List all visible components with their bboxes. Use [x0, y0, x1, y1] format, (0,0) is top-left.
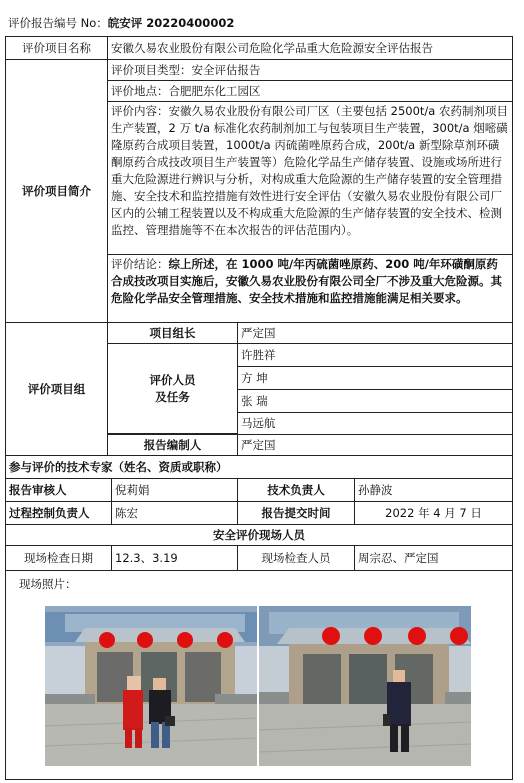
member-3: 张 瑞	[237, 389, 513, 413]
summary-label: 评价项目简介	[5, 59, 108, 323]
summary-type: 评价项目类型：安全评估报告	[107, 59, 513, 81]
member-1: 许胜祥	[237, 343, 513, 367]
process-control-label: 过程控制负责人	[5, 501, 112, 525]
member-2: 方 坤	[237, 366, 513, 390]
site-section-title: 安全评价现场人员	[5, 524, 513, 546]
tech-lead-label: 技术负责人	[237, 478, 355, 502]
summary-location: 评价地点：合肥肥东化工园区	[107, 80, 513, 102]
site-photo-1-image	[45, 606, 257, 766]
site-photo-2-image	[259, 606, 471, 766]
reviewer-name: 倪莉娟	[111, 478, 238, 502]
tech-lead-name: 孙静波	[354, 478, 513, 502]
editor-name: 严定国	[237, 434, 513, 456]
reviewer-label: 报告审核人	[5, 478, 112, 502]
report-number-row	[5, 14, 520, 36]
site-date-value: 12.3、3.19	[111, 545, 238, 571]
submit-date-label: 报告提交时间	[237, 501, 355, 525]
report-number-value: 皖安评 20220400002	[107, 16, 235, 30]
submit-date-value: 2022 年 4 月 7 日	[354, 501, 513, 525]
summary-conclusion	[107, 254, 513, 323]
team-label: 评价项目组	[5, 322, 108, 456]
site-inspectors-label: 现场检查人员	[237, 545, 355, 571]
editor-label: 报告编制人	[107, 434, 238, 456]
site-inspectors-value: 周宗忍、严定国	[354, 545, 513, 571]
site-photo-1	[45, 606, 257, 766]
process-control-name: 陈宏	[111, 501, 238, 525]
conclusion-label: 评价结论：	[111, 257, 169, 271]
conclusion-text: 综上所述，在 1000 吨/年丙硫菌唑原药、200 吨/年环磺酮原药合成技改项目实施后，安徽久易农业股份有限公司全厂不涉及重大危险源。其危险化学品安全管理措施、安全技术措施和监控措施能满足相关要求。	[111, 257, 502, 305]
site-photo-2	[259, 606, 471, 766]
site-photos-label: 现场照片：	[19, 577, 77, 591]
summary-content: 评价内容：安徽久易农业股份有限公司厂区（主要包括 2500t/a 农药制剂项目生产装置，2 万 t/a 标准化农药制剂加工与包装项目生产装置，300t/a 烟嘧磺隆原药合成项目装置，1000t/a 丙硫菌唑原药合成，200t/a 新型除草剂环磺酮原药合成技改项目生产装置等）危险化学品生产储存装置、设施或场所进行重大危险源进行辨识与分析，对构成重大危险源的生产储存装置的安全管理措施、安全技术和监控措施有效性进行安全评估（安徽久易农业股份有限公司厂区内的公辅工程装置以及不构成重大危险源的生产储存装置的安全技术、检测监控、管理措施等不在本次报告的评估范围内）。	[107, 101, 513, 255]
project-name-label: 评价项目名称	[5, 36, 108, 60]
members-label: 评价人员 及任务	[107, 343, 238, 434]
report-number-label: 评价报告编号 No：	[8, 16, 108, 30]
site-date-label: 现场检查日期	[5, 545, 112, 571]
experts-label: 参与评价的技术专家（姓名、资质或职称）	[5, 455, 513, 479]
member-4: 马远航	[237, 412, 513, 435]
leader-label: 项目组长	[107, 322, 238, 344]
project-name-value: 安徽久易农业股份有限公司危险化学品重大危险源安全评估报告	[107, 36, 513, 60]
leader-name: 严定国	[237, 322, 513, 344]
